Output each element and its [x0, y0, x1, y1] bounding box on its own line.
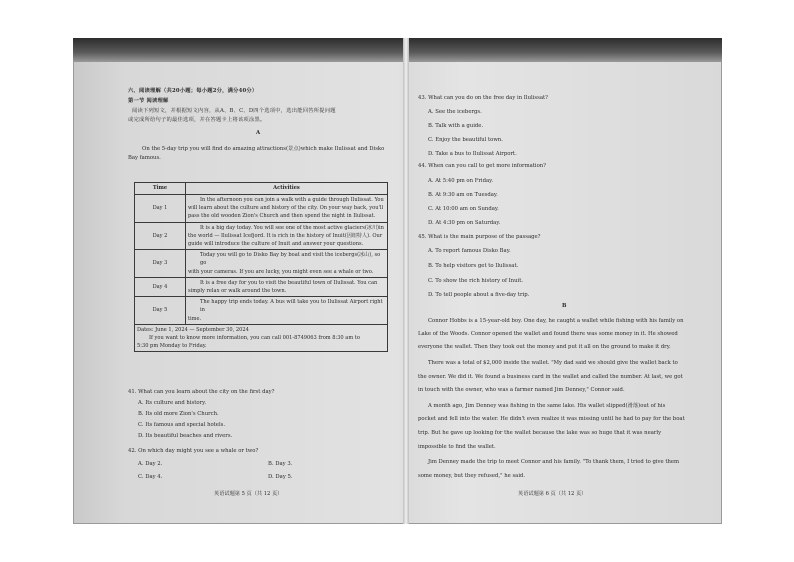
option-44-a: A. At 5:40 pm on Friday. [428, 178, 494, 184]
option-41-a: A. Its culture and history. [138, 400, 207, 406]
paragraph-line: Jim Denney made the trip to meet Connor and his family. "To thank them, I tried to give them [428, 459, 680, 465]
option-45-d: D. To tell people about a five-day trip. [428, 292, 530, 298]
contact-line-2: 5:30 pm Monday to Friday. [137, 343, 207, 350]
paragraph-line: impossible to find the wallet. [418, 444, 496, 450]
option-44-c: C. At 10:00 am on Sunday. [428, 206, 499, 212]
option-45-a: A. To report famous Disko Bay. [428, 248, 511, 254]
activity-cell [186, 250, 388, 278]
question-45: 45. What is the main purpose of the passage? [418, 234, 541, 240]
activity-line: It is a free day for you to visit the beautiful town of Ilulissat. You can [200, 279, 378, 286]
page-fold [403, 38, 409, 524]
instruction-line-2: 或完成所给句子的最佳选项，并在答题卡上将该项涂黑。 [128, 117, 266, 123]
contact-line-1: If you want to know more information, you can call 001-8749063 from 8:30 am to [149, 335, 360, 342]
paragraph-line: trip. But he gave up looking for the wallet because the lake was so huge that it was nearly [418, 430, 662, 436]
question-41: 41. What can you learn about the city on the first day? [128, 389, 275, 395]
option-45-c: C. To show the rich history of Inuit. [428, 278, 524, 284]
activity-line: time. [188, 315, 202, 322]
table-row [135, 277, 388, 296]
scan-shadow-band [73, 38, 722, 62]
day-cell: Day 3 [135, 250, 186, 278]
table-row [135, 195, 388, 223]
option-41-b: B. Its old more Zion's Church. [138, 411, 219, 417]
option-42-a: A. Day 2. [138, 461, 163, 467]
part-title: 第一节 阅读理解 [128, 98, 169, 104]
table-row [135, 324, 388, 352]
option-45-b: B. To help visitors get to Ilulissat. [428, 263, 519, 269]
option-43-c: C. Enjoy the beautiful town. [428, 137, 503, 143]
table-header-row [135, 183, 388, 195]
option-41-d: D. Its beautiful beaches and rivers. [138, 433, 233, 439]
option-44-b: B. At 9:30 am on Tuesday. [428, 192, 498, 198]
paragraph-line: some money, but they refused," he said. [418, 473, 526, 479]
table-row [135, 297, 388, 325]
paragraph-line: Lake of the Woods. Connor opened the wallet and found there was some money in it. He showed [418, 331, 678, 337]
intro-line-2: Bay famous. [128, 155, 161, 161]
option-44-d: D. At 4:30 pm on Saturday. [428, 220, 501, 226]
intro-line-1: On the 5-day trip you will find do amazing attractions(景点)which make Ilulissat and Disko [142, 146, 385, 152]
day-cell: Day 4 [135, 277, 186, 296]
activity-line: pass the old wooden Zion's Church and then spend the night in Ilulissat. [188, 213, 376, 220]
activity-cell [186, 195, 388, 223]
option-43-a: A. See the icebergs. [428, 109, 482, 115]
question-42: 42. On which day might you see a whale or two? [128, 448, 259, 454]
option-42-b: B. Day 3. [268, 461, 293, 467]
passage-label-b: B [562, 303, 567, 309]
activity-cell [186, 222, 388, 250]
header-time: Time [135, 183, 186, 195]
question-43: 43. What can you do on the free day in Ilulissat? [418, 95, 548, 101]
paragraph-line: A month ago, Jim Denney was fishing in the same lake. His wallet slipped(滑落)out of his [428, 403, 666, 409]
dates-contact-cell [135, 324, 388, 352]
option-43-b: B. Talk with a guide. [428, 123, 484, 129]
paragraph-line: Connor Hobbs is a 15-year-old boy. One day, he caught a wallet while fishing with his family on [428, 318, 684, 324]
paragraph-line: everyone the wallet. Then they took out the money and put it all on the ground to make it dry. [418, 344, 671, 350]
question-44: 44. When can you call to get more information? [418, 163, 547, 169]
activity-line: simply relax or walk around the town. [188, 288, 287, 295]
right-page-footer: 英语试题第 6 页（共 12 页） [518, 491, 587, 497]
day-cell: Day 5 [135, 297, 186, 325]
dates-line: Dates: June 1, 2024 — September 30, 2024 [137, 326, 249, 333]
left-page-footer: 英语试题第 5 页（共 12 页） [214, 491, 283, 497]
activity-line: The happy trip ends today. A bus will take you to Ilulissat Airport right in [200, 299, 383, 314]
table-row [135, 250, 388, 278]
option-41-c: C. Its famous and special hotels. [138, 422, 226, 428]
activity-cell [186, 297, 388, 325]
table-row [135, 222, 388, 250]
activity-line: It is a big day today. You will see one of the most active glaciers(冰川)in [200, 224, 384, 231]
day-cell: Day 1 [135, 195, 186, 223]
day-cell: Day 2 [135, 222, 186, 250]
option-42-c: C. Day 4. [138, 474, 163, 480]
option-42-d: D. Day 5. [268, 474, 293, 480]
instruction-line-1: 阅读下列短文，并根据短文内容，从A、B、C、D四个选项中，选出能回答所提问题 [132, 108, 336, 114]
paragraph-line: There was a total of $2,000 inside the wallet. "My dad said we should give the wallet back to [428, 360, 678, 366]
activity-line: will learn about the culture and history of the city. On your way back, you'll [188, 205, 384, 212]
paragraph-line: pocket and fell into the water. He didn't even realize it was missing until he had to pay for the boat [418, 416, 685, 422]
passage-label-a: A [256, 130, 261, 136]
activity-line: In the afternoon you can join a walk with a guide through Ilulissat. You [200, 197, 384, 203]
paragraph-line: the owner. We did it. We found a business card in the wallet and called the number. At last, we got [418, 374, 683, 380]
activity-line: the world — Ilulissat Icefjord. It is rich in the history of Inuit(因纽特人). Our [188, 232, 383, 239]
header-activities: Activities [186, 183, 388, 195]
activity-line: guide will introduce the culture of Inuit and answer your questions. [188, 241, 364, 248]
schedule-table [134, 182, 388, 352]
activity-line: with your cameras. If you are lucky, you might even see a whale or two. [188, 268, 374, 275]
section-header: 六、阅读理解（共20小题；每小题2分，满分40分） [128, 88, 258, 94]
activity-cell [186, 277, 388, 296]
option-43-d: D. Take a bus to Ilulissat Airport. [428, 151, 517, 157]
paragraph-line: in touch with the owner, who was a farmer named Jim Denney," Connor said. [418, 387, 625, 393]
activity-line: Today you will go to Disko Bay by boat and visit the icebergs(冰山), so go [200, 252, 381, 267]
